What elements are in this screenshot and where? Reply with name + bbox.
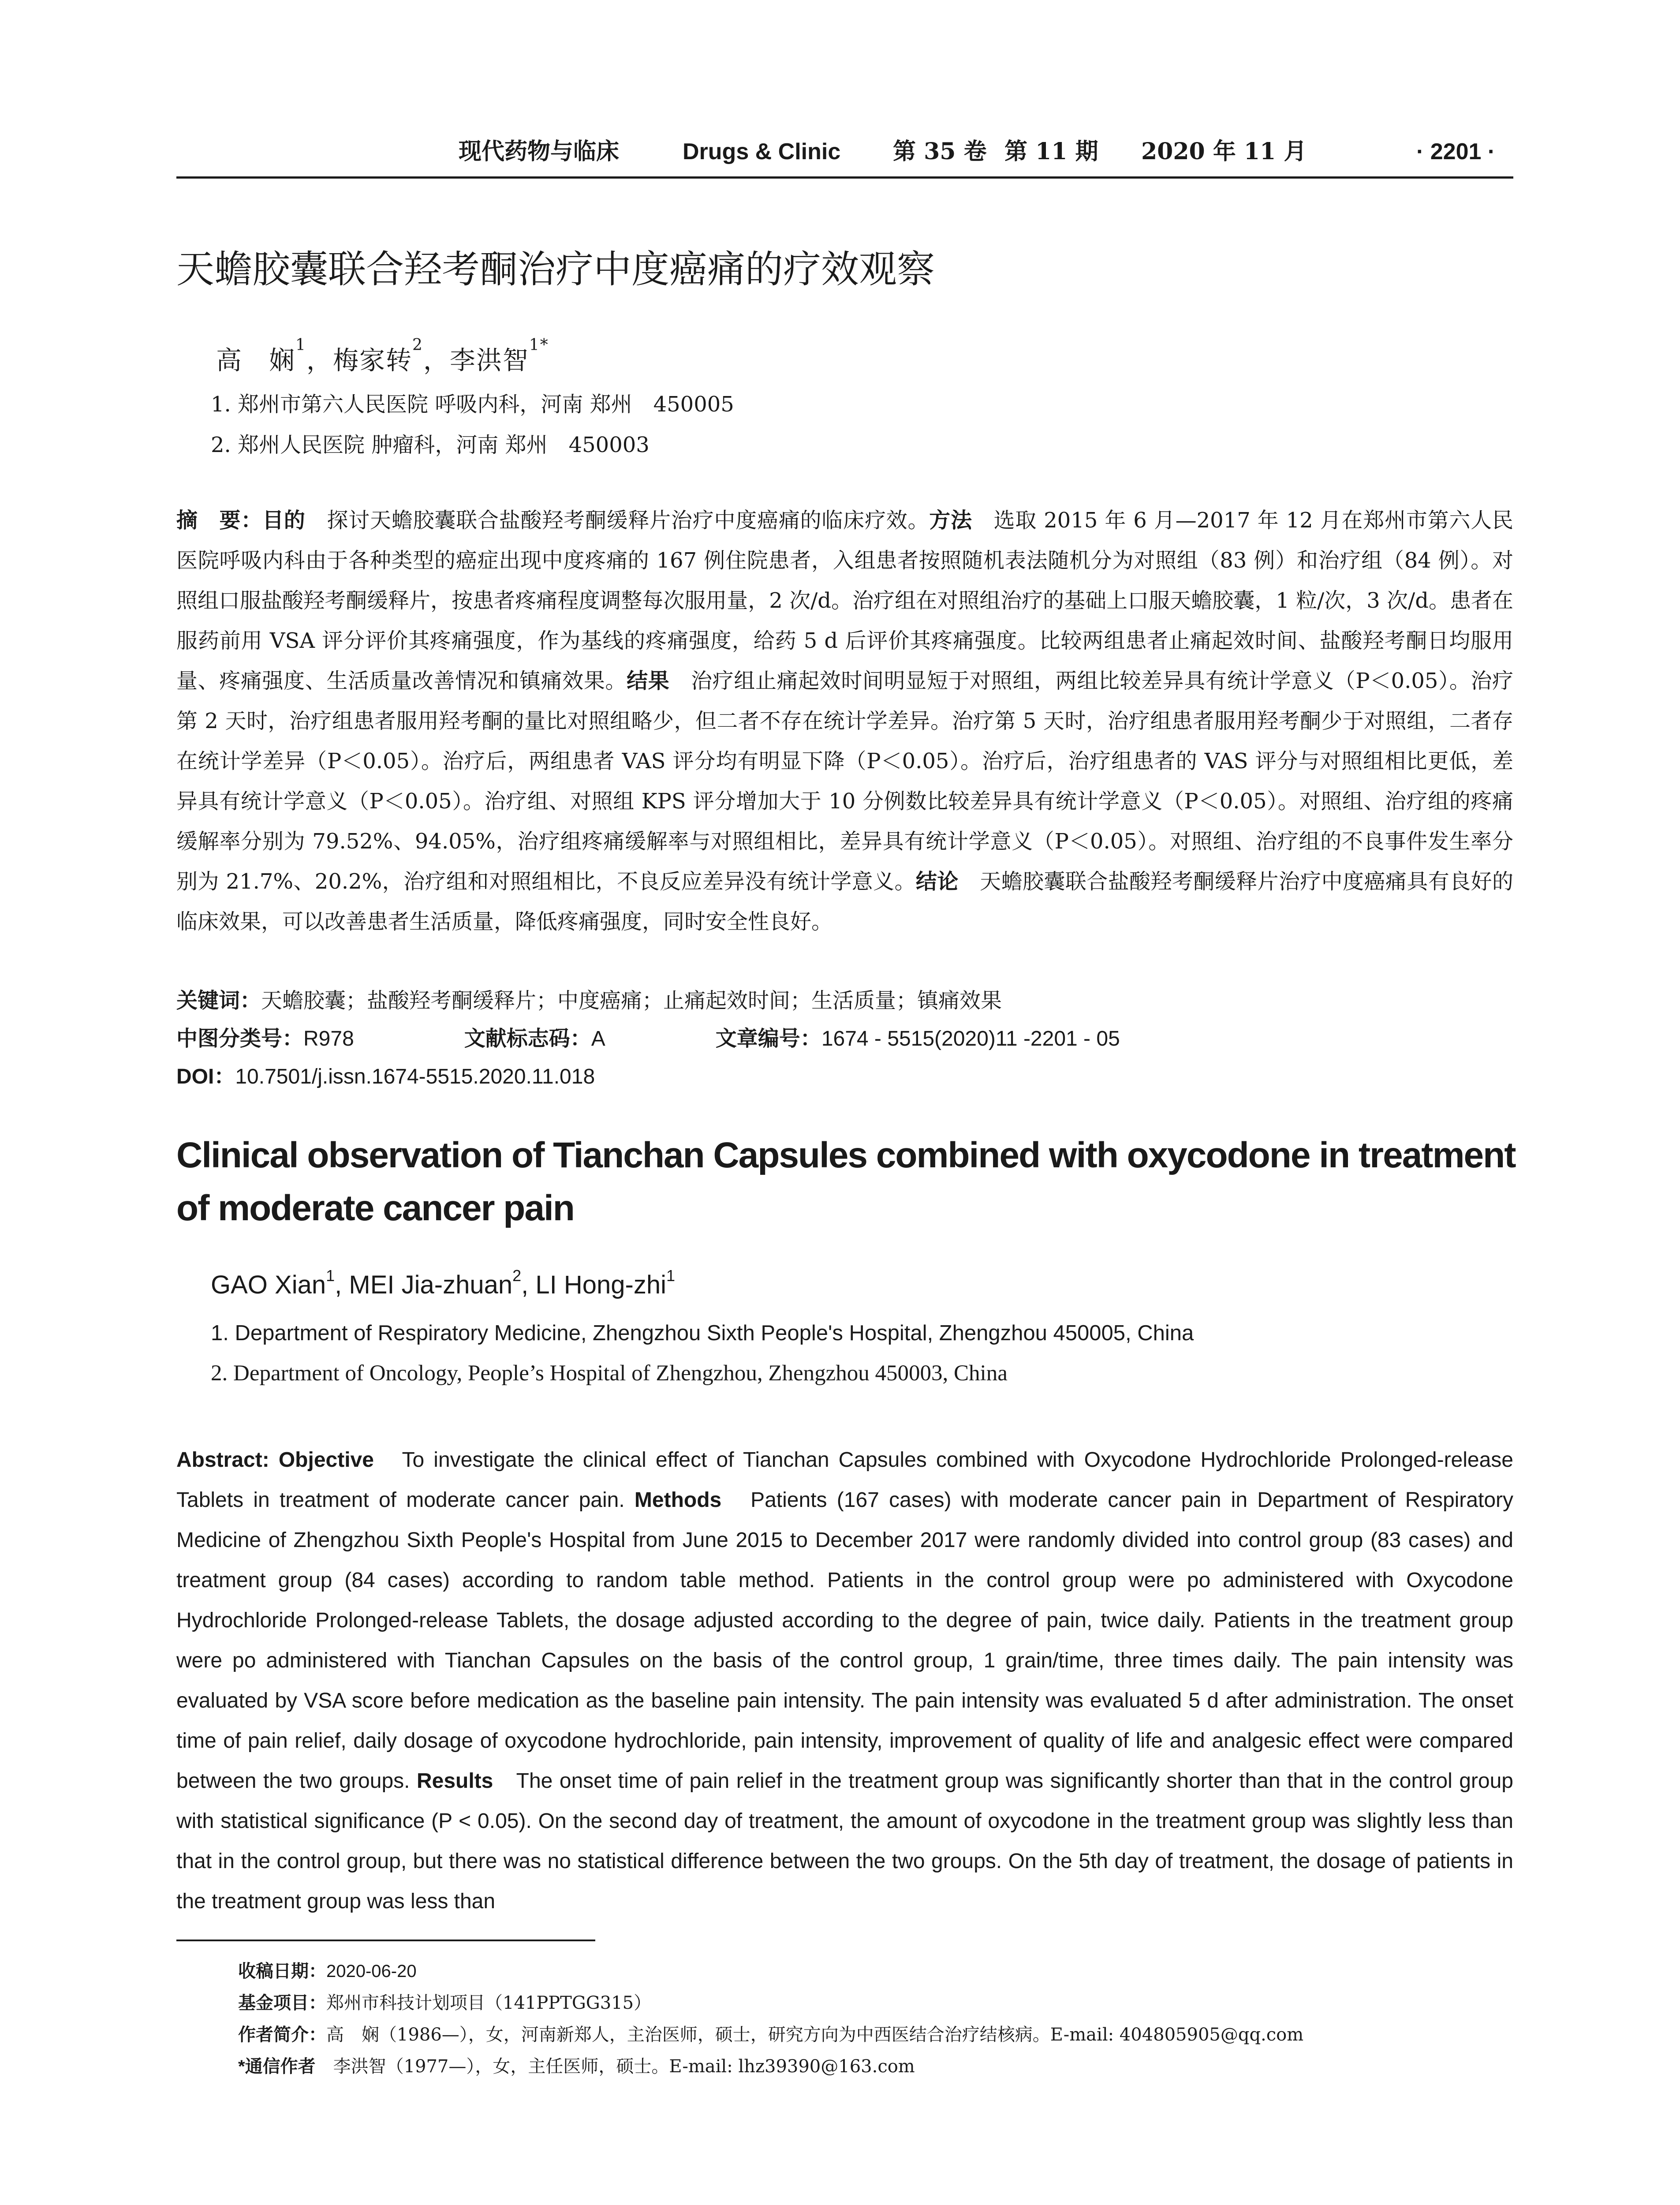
affiliation-en-1: 1. Department of Respiratory Medicine, Zhengzhou Sixth People's Hospital, Zhengzhou 450005, China	[211, 1321, 1194, 1345]
affiliation-mark: 1*	[529, 336, 549, 354]
author-separator: ，	[306, 345, 333, 375]
footnote-corresponding	[238, 2052, 915, 2078]
journal-name-en: Drugs & Clinic	[683, 139, 841, 164]
results-text: 治疗组止痛起效时间明显短于对照组，两组比较差异具有统计学意义（P＜0.05）。治疗第 2 天时，治疗组患者服用羟考酮的量比对照组略少，但二者不存在统计学差异。治疗第 5 天时，治疗组患者服用羟考酮少于对照组，二者存在统计学差异（P＜0.05）。治疗后，两组患者 VAS 评分均有明显下降（P＜0.05）。治疗后，治疗组患者的 VAS 评分与对照组相比更低，差异具有统计学意义（P＜0.05）。治疗组、对照组 KPS 评分增加大于 10 分例数比较差异具有统计学意义（P＜0.05）。对照组、治疗组的疼痛缓解率分别为 79.52%、94.05%，治疗组疼痛缓解率与对照组相比，差异具有统计学意义（P＜0.05）。对照组、治疗组的不良事件发生率分别为 21.7%、20.2%，治疗组和对照组相比，不良反应差异没有统计学意义。	[176, 669, 1513, 894]
keywords-text: 天蟾胶囊；盐酸羟考酮缓释片；中度癌痛；止痛起效时间；生活质量；镇痛效果	[261, 988, 1002, 1013]
footnote-label: 收稿日期：	[238, 1962, 326, 1981]
author-name: 高 娴	[216, 345, 296, 375]
authors-cn	[216, 336, 549, 377]
clc-label: 中图分类号：	[176, 1027, 304, 1050]
keywords-cn	[176, 983, 1002, 1014]
author-name: 李洪智	[449, 345, 529, 375]
doc-code-value: A	[591, 1027, 605, 1050]
doi-line	[176, 1059, 595, 1090]
footnote-text: 高 娴（1986—），女，河南新郑人，主治医师，硕士，研究方向为中西医结合治疗结核病。E-mail: 404805905@qq.com	[326, 2025, 1304, 2045]
objective-text: To investigate the clinical effect of Tianchan Capsules combined with Oxycodone Hydrochloride Prolonged-release Tablets in treatment of moderate cancer pain.	[176, 1448, 1513, 1512]
objective-label: 目的	[262, 509, 306, 532]
footnote-text: 2020-06-20	[326, 1962, 417, 1981]
footnote-label: *通信作者	[238, 2057, 316, 2076]
affiliation-mark: 2	[412, 336, 423, 354]
affiliation-en-2: 2. Department of Oncology, People’s Hospital of Zhengzhou, Zhengzhou 450003, China	[211, 1361, 1008, 1386]
results-text: The onset time of pain relief in the treatment group was significantly shorter than that in the control group with statistical significance (P < 0.05). On the second day of treatment, the amount of oxycodone in the treatment group was slightly less than that in the control group, but there was no statistical difference between the two groups. On the 5th day of treatment, the dosage of patients in the treatment group was less than	[176, 1769, 1513, 1913]
author-separator: ，	[423, 345, 450, 375]
doi-label: DOI：	[176, 1065, 235, 1088]
affiliation-mark: 1	[326, 1267, 335, 1285]
footnote-funding	[238, 1989, 651, 2014]
article-no-label: 文章编号：	[715, 1027, 821, 1050]
author-separator: ,	[335, 1271, 349, 1299]
conclusion-label: 结论	[915, 870, 959, 893]
affiliation-mark: 1	[666, 1267, 676, 1285]
affiliation-mark: 1	[295, 336, 306, 354]
abstract-en	[176, 1440, 1513, 1921]
footnote-author-bio	[238, 2021, 1303, 2046]
footnote-text: 李洪智（1977—），女，主任医师，硕士。E-mail: lhz39390@163.com	[315, 2056, 915, 2077]
affiliation-mark: 2	[512, 1267, 522, 1285]
doc-code-label: 文献标志码：	[464, 1027, 591, 1050]
objective-text: 探讨天蟾胶囊联合盐酸羟考酮缓释片治疗中度癌痛的临床疗效。	[305, 508, 930, 533]
footnote-label: 基金项目：	[238, 1993, 326, 2013]
classification-line	[176, 1021, 1120, 1052]
author-name: MEI Jia-zhuan	[349, 1271, 513, 1299]
journal-name-cn: 现代药物与临床	[459, 138, 620, 165]
abstract-label: 摘 要：	[176, 509, 263, 532]
author-name: 梅家转	[332, 345, 412, 375]
author-separator: ,	[521, 1271, 536, 1299]
results-label: 结果	[627, 669, 670, 693]
footnote-text: 郑州市科技计划项目（141PPTGG315）	[326, 1993, 652, 2013]
doi-value[interactable]: 10.7501/j.issn.1674-5515.2020.11.018	[235, 1065, 595, 1088]
methods-text: Patients (167 cases) with moderate cancer pain in Department of Respiratory Medicine of Zhengzhou Sixth People's Hospital from June 2015 to December 2017 were randomly divided into control group (83 cases) and treatment group (84 cases) according to random table method. Patients in the control group were po administered with Oxycodone Hydrochloride Prolonged-release Tablets, the dosage adjusted according to the degree of pain, twice daily. Patients in the treatment group were po administered with Tianchan Capsules on the basis of the control group, 1 grain/time, three times daily. The pain intensity was evaluated by VSA score before medication as the baseline pain intensity. The pain intensity was evaluated 5 d after administration. The onset time of pain relief, daily dosage of oxycodone hydrochloride, pain intensity, improvement of quality of life and analgesic effect were compared between the two groups.	[176, 1488, 1513, 1793]
article-no-value: 1674 - 5515(2020)11 -2201 - 05	[821, 1027, 1120, 1050]
affiliation-cn-2: 2. 郑州人民医院 肿瘤科，河南 郑州 450003	[211, 433, 650, 457]
issue-date: 2020 年 11 月	[1141, 138, 1307, 165]
author-name: GAO Xian	[211, 1271, 326, 1299]
footnote-received	[238, 1957, 417, 1982]
issue-label: 第 11 期	[1004, 138, 1098, 165]
methods-label: Methods	[634, 1488, 722, 1512]
footnote-label: 作者简介：	[238, 2025, 326, 2044]
authors-en	[211, 1267, 676, 1300]
article-title-cn: 天蟾胶囊联合羟考酮治疗中度癌痛的疗效观察	[176, 247, 935, 292]
page-number: · 2201 ·	[1416, 139, 1496, 164]
volume-label: 第 35 卷	[893, 138, 987, 165]
results-label: Results	[416, 1769, 493, 1793]
header-rule	[176, 176, 1513, 179]
article-title-en: Clinical observation of Tianchan Capsules combined with oxycodone in treatment of moderate cancer pain	[176, 1135, 1516, 1228]
objective-label: Objective	[278, 1448, 374, 1472]
footnote-rule	[176, 1940, 595, 1941]
author-name: LI Hong-zhi	[535, 1271, 666, 1299]
abstract-cn	[176, 501, 1513, 942]
abstract-label: Abstract:	[176, 1448, 269, 1472]
clc-value: R978	[303, 1027, 354, 1050]
conclusion-text: 天蟾胶囊联合盐酸羟考酮缓释片治疗中度癌痛具有良好的临床效果，可以改善患者生活质量，降低疼痛强度，同时安全性良好。	[176, 869, 1513, 934]
keywords-label: 关键词：	[176, 989, 261, 1013]
affiliation-cn-1: 1. 郑州市第六人民医院 呼吸内科，河南 郑州 450005	[211, 392, 734, 417]
methods-label: 方法	[929, 509, 972, 532]
methods-text: 选取 2015 年 6 月—2017 年 12 月在郑州市第六人民医院呼吸内科由于各种类型的癌症出现中度疼痛的 167 例住院患者，入组患者按照随机表法随机分为对照组（83 例）和治疗组（84 例）。对照组口服盐酸羟考酮缓释片，按患者疼痛程度调整每次服用量，2 次/d。治疗组在对照组治疗的基础上口服天蟾胶囊，1 粒/次，3 次/d。患者在服药前用 VSA 评分评价其疼痛强度，作为基线的疼痛强度，给药 5 d 后评价其疼痛强度。比较两组患者止痛起效时间、盐酸羟考酮日均服用量、疼痛强度、生活质量改善情况和镇痛效果。	[176, 508, 1513, 693]
